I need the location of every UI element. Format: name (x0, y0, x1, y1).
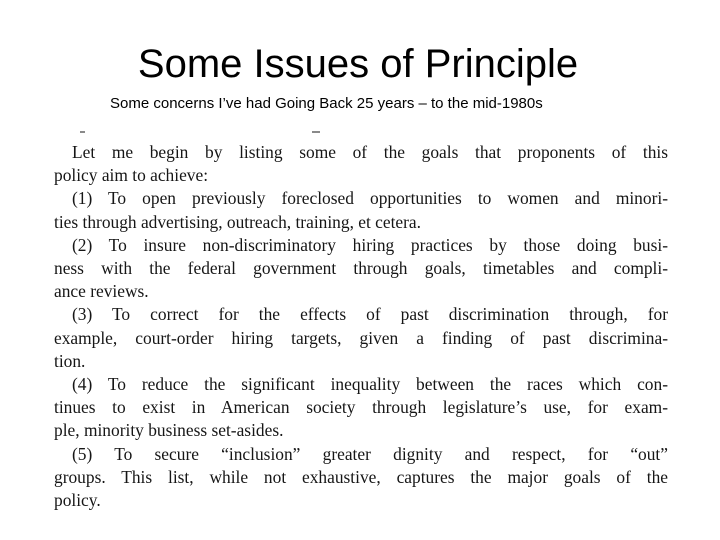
excerpt-line: (3) To correct for the effects of past discrimination through, for (72, 304, 668, 325)
excerpt-line: (4) To reduce the significant inequality between the races which con- (72, 374, 668, 395)
excerpt-line: policy. (54, 490, 101, 511)
excerpt-line: (1) To open previously foreclosed opportunities to women and minori- (72, 188, 668, 209)
excerpt-line: (5) To secure “inclusion” greater dignity and respect, for “out” (72, 443, 668, 464)
excerpt-line: policy aim to achieve: (54, 165, 209, 186)
slide-subtitle: Some concerns I’ve had Going Back 25 years – to the mid-1980s (110, 95, 543, 112)
excerpt-line: tion. (54, 350, 86, 371)
excerpt-line: ness with the federal government through goals, timetables and compli- (54, 258, 668, 279)
scan-speck (80, 131, 85, 133)
excerpt-line: ple, minority business set-asides. (54, 420, 284, 441)
excerpt-line: example, court-order hiring targets, given a finding of past discrimina- (54, 327, 668, 348)
scanned-text-excerpt (54, 141, 668, 512)
excerpt-line: groups. This list, while not exhaustive, captures the major goals of the (54, 466, 668, 487)
excerpt-line: ance reviews. (54, 281, 149, 302)
excerpt-line: tinues to exist in American society through legislature’s use, for exam- (54, 397, 668, 418)
excerpt-line: (2) To insure non-discriminatory hiring practices by those doing busi- (72, 234, 668, 255)
scan-speck (312, 131, 320, 133)
excerpt-line: ties through advertising, outreach, training, et cetera. (54, 211, 422, 232)
excerpt-line: Let me begin by listing some of the goals that proponents of this (72, 142, 668, 162)
slide-title: Some Issues of Principle (137, 42, 579, 86)
